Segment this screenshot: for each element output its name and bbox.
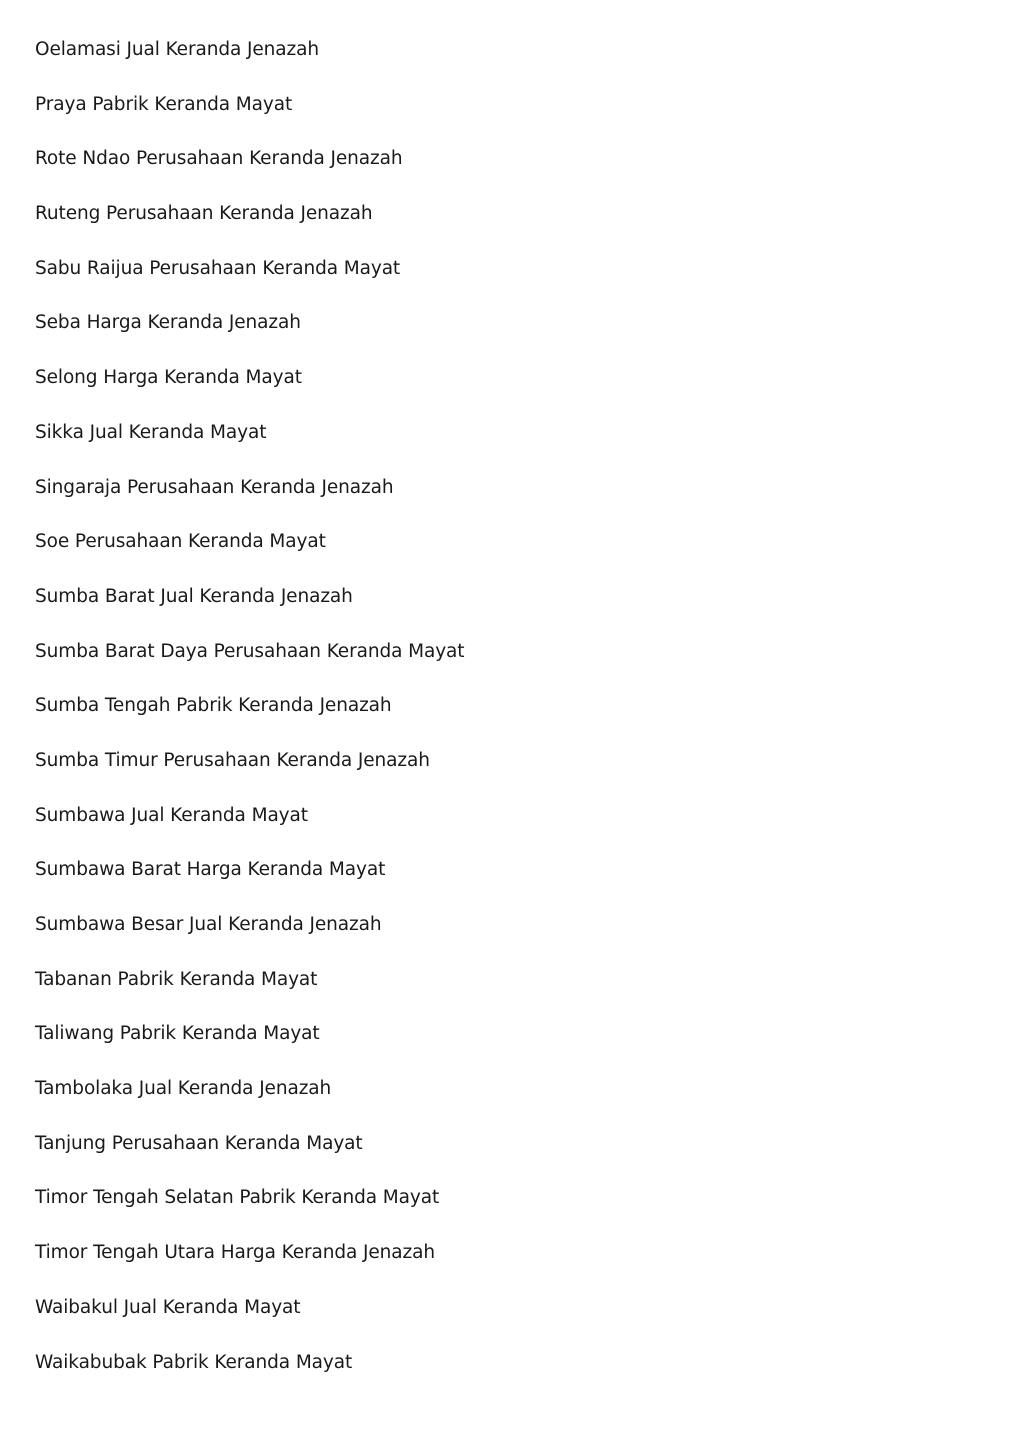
list-item[interactable]: Sumbawa Besar Jual Keranda Jenazah xyxy=(35,914,382,935)
list-item[interactable]: Tambolaka Jual Keranda Jenazah xyxy=(35,1078,332,1100)
list-item[interactable]: Sumba Tengah Pabrik Keranda Jenazah xyxy=(35,695,392,717)
list-item[interactable]: Sumba Barat Jual Keranda Jenazah xyxy=(35,585,353,607)
list-item[interactable]: Tanjung Perusahaan Keranda Mayat xyxy=(35,1132,363,1154)
list-item[interactable]: Singaraja Perusahaan Keranda Jenazah xyxy=(35,476,394,498)
list-item[interactable]: Waibakul Jual Keranda Mayat xyxy=(35,1296,301,1318)
list-item[interactable]: Praya Pabrik Keranda Mayat xyxy=(35,93,293,115)
list-item[interactable]: Sumba Barat Daya Perusahaan Keranda Mayat xyxy=(35,640,465,662)
list-item[interactable]: Tabanan Pabrik Keranda Mayat xyxy=(35,968,318,990)
list-item[interactable]: Timor Tengah Utara Harga Keranda Jenazah xyxy=(35,1242,435,1264)
list-item[interactable]: Sikka Jual Keranda Mayat xyxy=(35,421,267,443)
list-item[interactable]: Rote Ndao Perusahaan Keranda Jenazah xyxy=(35,148,403,170)
list-item[interactable]: Timor Tengah Selatan Pabrik Keranda Mayat xyxy=(35,1187,440,1209)
list-item[interactable]: Soe Perusahaan Keranda Mayat xyxy=(35,531,326,553)
list-item[interactable]: Oelamasi Jual Keranda Jenazah xyxy=(35,39,319,60)
list-item[interactable]: Sabu Raijua Perusahaan Keranda Mayat xyxy=(35,257,401,279)
list-item[interactable]: Sumbawa Jual Keranda Mayat xyxy=(35,804,308,826)
list-item[interactable]: Ruteng Perusahaan Keranda Jenazah xyxy=(35,203,373,225)
list-item[interactable]: Waikabubak Pabrik Keranda Mayat xyxy=(35,1351,353,1373)
list-item[interactable]: Selong Harga Keranda Mayat xyxy=(35,367,302,389)
list-item[interactable]: Seba Harga Keranda Jenazah xyxy=(35,312,301,334)
list-item[interactable]: Taliwang Pabrik Keranda Mayat xyxy=(35,1023,320,1045)
location-link-list xyxy=(35,36,464,1403)
list-item[interactable]: Sumba Timur Perusahaan Keranda Jenazah xyxy=(35,749,430,771)
list-item[interactable]: Sumbawa Barat Harga Keranda Mayat xyxy=(35,859,386,881)
